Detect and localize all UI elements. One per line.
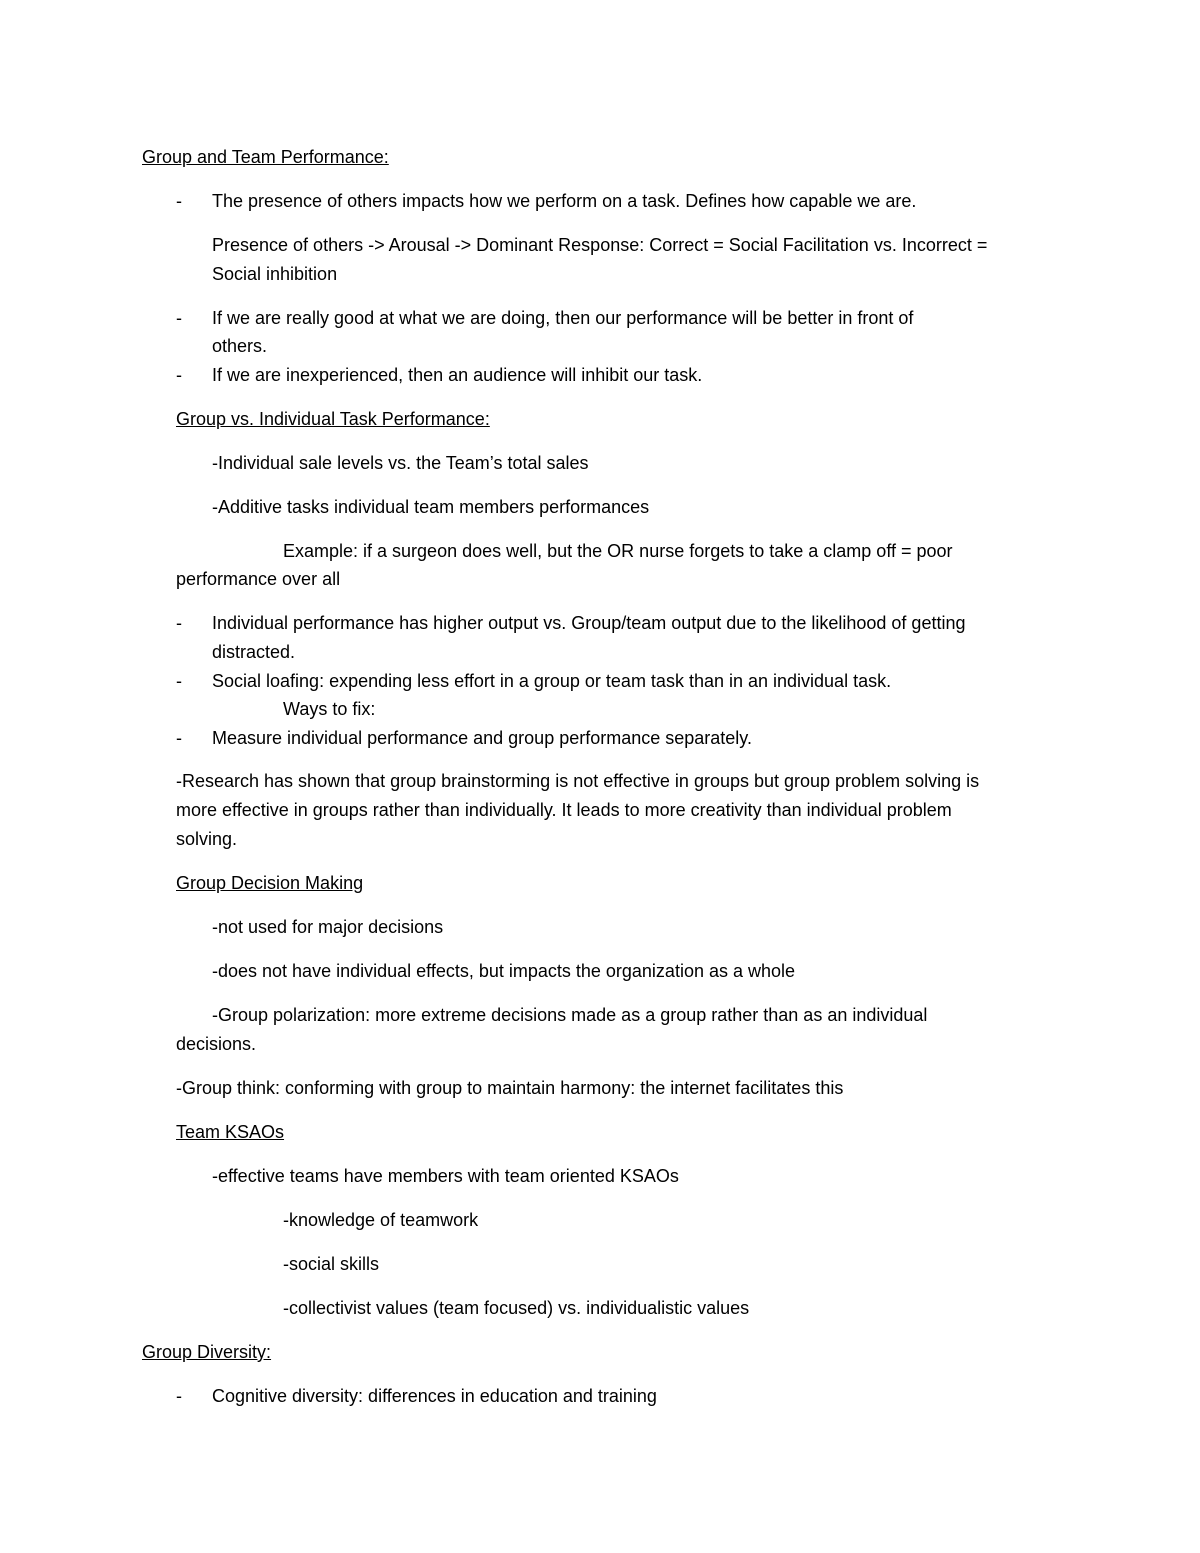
bullet-dash: - [176,728,182,748]
item-knowledge: -knowledge of teamwork [283,1210,479,1230]
research-line1: -Research has shown that group brainstorming is not effective in groups but group problem solving is [176,771,980,791]
bullet-good-line1: If we are really good at what we are doing, then our performance will be better in front of [212,308,914,328]
heading-team-ksaos: Team KSAOs [176,1122,285,1142]
bullet-individual-output-line1: Individual performance has higher output vs. Group/team output due to the likelihood of getting [212,613,966,633]
bullet-good-line2: others. [212,336,268,356]
item-additive-tasks: -Additive tasks individual team members performances [212,497,650,517]
item-collectivist: -collectivist values (team focused) vs. individualistic values [283,1298,750,1318]
item-group-think: -Group think: conforming with group to maintain harmony: the internet facilitates this [176,1078,844,1098]
item-polarization-line2: decisions. [176,1034,257,1054]
item-effective-teams: -effective teams have members with team oriented KSAOs [212,1166,679,1186]
item-social-skills: -social skills [283,1254,380,1274]
research-line3: solving. [176,829,238,849]
bullet-dash: - [176,671,182,691]
paragraph-arousal-line1: Presence of others -> Arousal -> Dominant Response: Correct = Social Facilitation vs. Incorrect = [212,235,988,255]
heading-group-diversity: Group Diversity: [142,1342,272,1362]
heading-group-team-performance: Group and Team Performance: [142,147,389,167]
bullet-dash: - [176,1386,182,1406]
item-polarization-line1: -Group polarization: more extreme decisions made as a group rather than as an individual [212,1005,928,1025]
research-line2: more effective in groups rather than individually. It leads to more creativity than individual problem [176,800,952,820]
bullet-cognitive-diversity: Cognitive diversity: differences in education and training [212,1386,657,1406]
heading-group-vs-individual: Group vs. Individual Task Performance: [176,409,490,429]
bullet-individual-output-line2: distracted. [212,642,296,662]
bullet-presence-of-others: The presence of others impacts how we perform on a task. Defines how capable we are. [212,191,917,211]
example-line2: performance over all [176,569,341,589]
bullet-dash: - [176,613,182,633]
bullet-dash: - [176,308,182,328]
item-org-whole: -does not have individual effects, but impacts the organization as a whole [212,961,796,981]
heading-group-decision-making: Group Decision Making [176,873,364,893]
paragraph-arousal-line2: Social inhibition [212,264,338,284]
item-not-major: -not used for major decisions [212,917,444,937]
example-line1: Example: if a surgeon does well, but the OR nurse forgets to take a clamp off = poor [283,541,953,561]
bullet-dash: - [176,191,182,211]
bullet-measure: Measure individual performance and group performance separately. [212,728,752,748]
bullet-social-loafing: Social loafing: expending less effort in a group or team task than in an individual task. [212,671,892,691]
item-individual-sale: -Individual sale levels vs. the Team’s total sales [212,453,589,473]
bullet-dash: - [176,365,182,385]
ways-to-fix: Ways to fix: [283,699,376,719]
bullet-inexperienced: If we are inexperienced, then an audience will inhibit our task. [212,365,703,385]
